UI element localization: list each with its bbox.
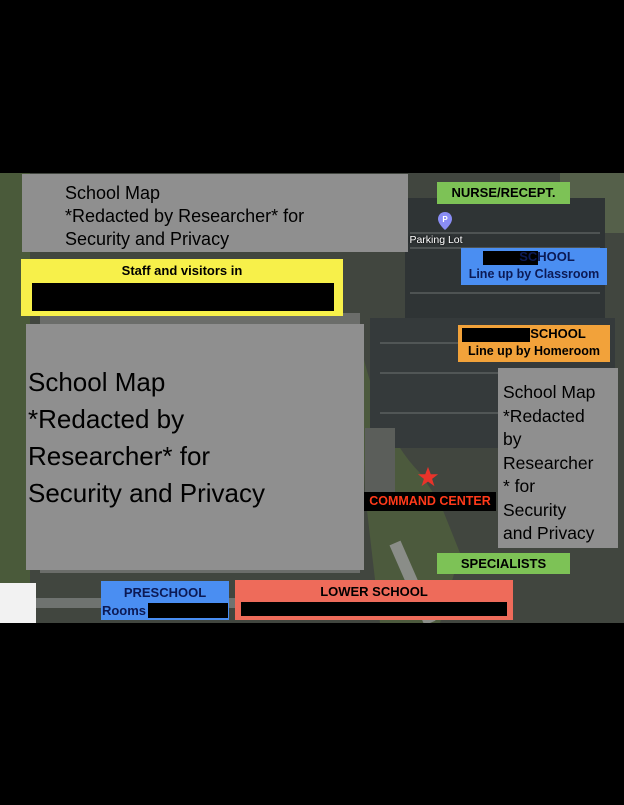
redaction-bar bbox=[462, 328, 530, 342]
specialists-label: SPECIALISTS bbox=[437, 553, 570, 574]
school-name-text: SCHOOL bbox=[519, 249, 575, 264]
parking-lot-label: Parking Lot bbox=[409, 234, 463, 246]
school-homeroom-label bbox=[458, 325, 610, 362]
school-classroom-label bbox=[461, 248, 607, 285]
command-center-label: COMMAND CENTER bbox=[364, 492, 496, 511]
redacted-map-notice-center: School Map *Redacted by Researcher* for Security and Privacy bbox=[26, 324, 364, 570]
star-icon bbox=[417, 466, 439, 488]
nurse-reception-label: NURSE/RECEPT. bbox=[437, 182, 570, 204]
redaction-bar bbox=[32, 283, 334, 311]
line-up-text: Line up by Classroom bbox=[468, 267, 600, 281]
redacted-map-notice-top: School Map *Redacted by Researcher* for Security and Privacy bbox=[22, 174, 408, 252]
preschool-name-text: PRESCHOOL bbox=[123, 585, 207, 600]
lower-school-text: LOWER SCHOOL bbox=[320, 584, 428, 599]
redaction-bar bbox=[241, 602, 507, 616]
redacted-map-notice-right: School Map *Redacted by Researcher * for Security and Privacy bbox=[498, 368, 618, 548]
school-name-text: SCHOOL bbox=[530, 326, 586, 341]
parking-pin-icon[interactable] bbox=[438, 212, 452, 230]
lower-school-label bbox=[235, 580, 513, 620]
preschool-label bbox=[101, 581, 229, 620]
preschool-rooms-text: Rooms bbox=[101, 603, 147, 618]
svg-text:P: P bbox=[442, 215, 448, 224]
staff-visitors-notice bbox=[21, 259, 343, 316]
redaction-bar bbox=[148, 603, 228, 618]
staff-note-text: Staff and visitors in bbox=[121, 263, 243, 278]
line-up-text: Line up by Homeroom bbox=[468, 344, 600, 358]
